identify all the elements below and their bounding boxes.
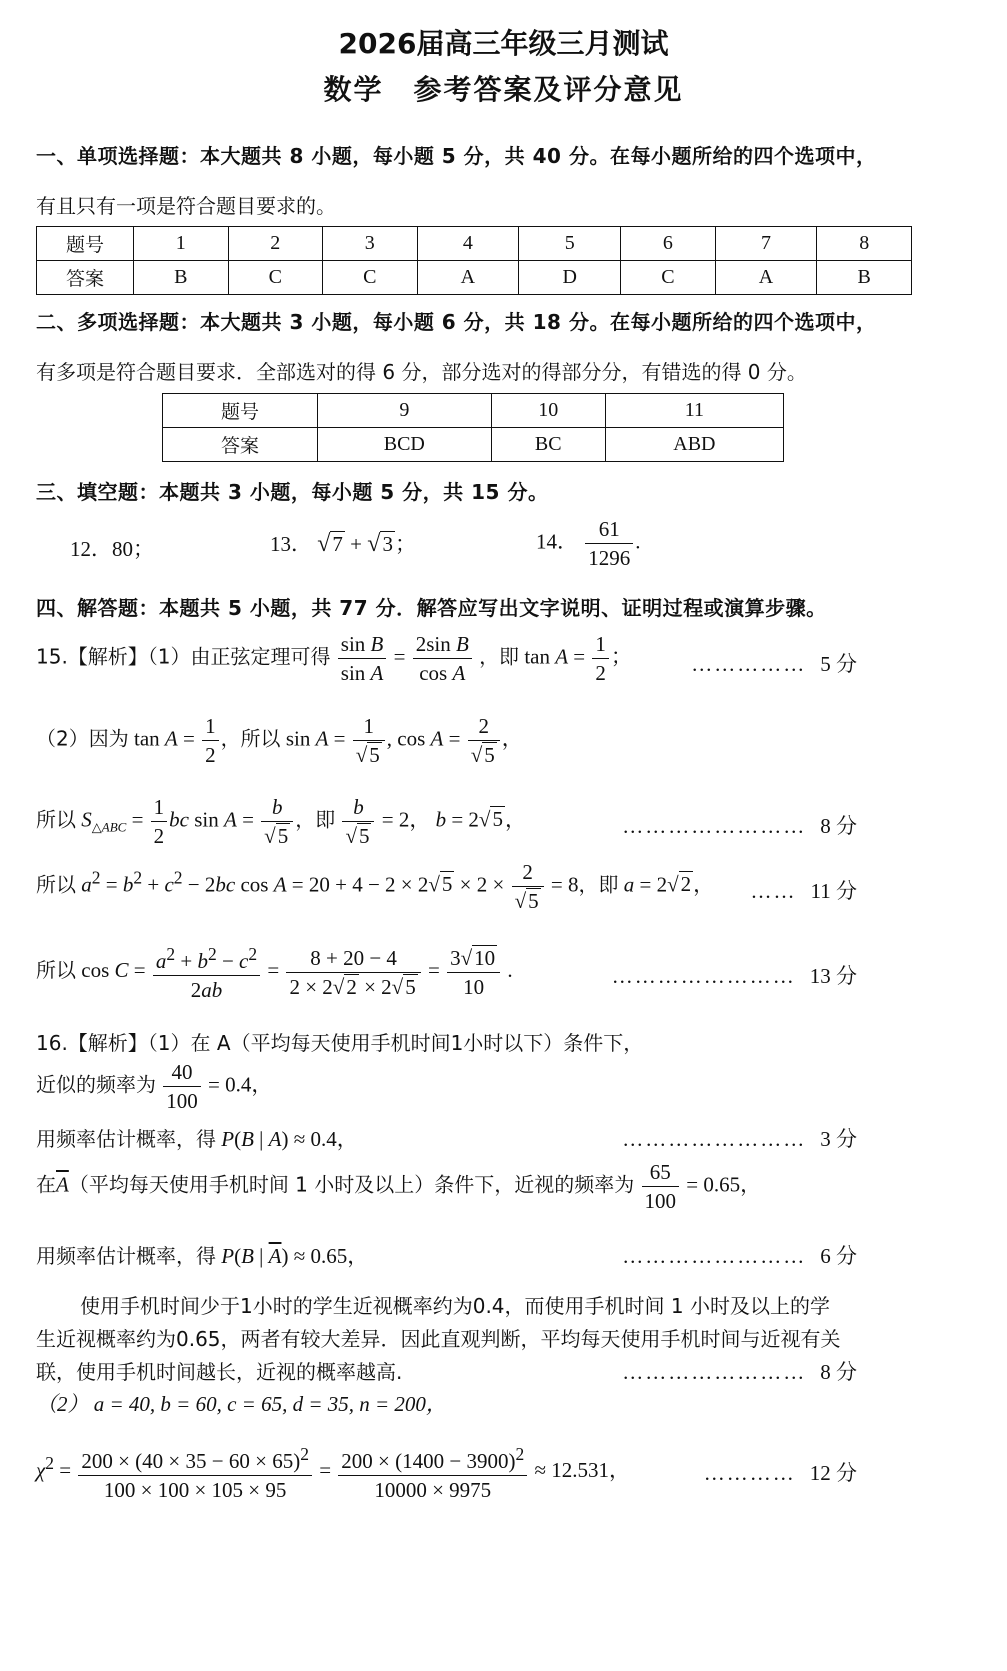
q15-score-1: …………… 5 分	[691, 652, 857, 676]
single-choice-answer-table	[36, 226, 912, 295]
q16-paragraph-line3: 联，使用手机时间越长，近视的概率越高.	[36, 1360, 403, 1384]
q13-number: 13．	[270, 532, 312, 556]
cell: B	[134, 261, 229, 295]
q15-line3: 所以 $S_{\triangle ABC}$ = $\frac{1}{2}$ bc sin A = $\frac{b}{√5}$ ，即 $\frac{b}{√5}$ = 2， b = 2√5，	[36, 795, 526, 848]
table-row	[163, 428, 784, 462]
cell: 3	[323, 227, 418, 261]
cell: C	[621, 261, 716, 295]
cell: 1	[134, 227, 229, 261]
cell: 11	[605, 394, 783, 428]
header-cell: 答案	[163, 428, 318, 462]
q15-l5-prefix: 所以	[36, 957, 76, 982]
sqrt-symbol: √	[317, 531, 331, 557]
q15-mid: ，即	[479, 644, 520, 669]
cell: 6	[621, 227, 716, 261]
q16-chi-square: $\chi^2$ = $\frac{200 \times (40 \times 35 - 60 \times 65)^2}{100 \times 100 \times 105 \times 95}$ = $\frac{200 \times (1400 - 3900)^2}{10000 \times 9975}$ ≈ 12.531，	[36, 1440, 630, 1504]
q16-line6: （2） a = 40, b = 60, c = 65, d = 35, n = 200，	[36, 1392, 447, 1416]
cell: 7	[715, 227, 817, 261]
q16-line1: 16.【解析】（1）在 A（平均每天使用手机时间1小时以下）条件下，	[36, 1031, 644, 1055]
section2-heading: 二、多项选择题：本大题共 3 小题，每小题 6 分，共 18 分。在每小题所给的四个选项中，	[36, 310, 877, 334]
cell: D	[519, 261, 621, 295]
header-cell: 答案	[37, 261, 134, 295]
answer-q14	[536, 515, 641, 572]
cell: 2	[228, 227, 323, 261]
q15-line4: 所以 $a^2 = b^2 + c^2 - 2bc$ cos A = 20 + 4 − 2 × 2√5 × 2 × $\frac{2}{√5}$ = 8，即 a = 2√2，	[36, 860, 715, 913]
cell: A	[715, 261, 817, 295]
sqrt-symbol: √	[367, 531, 381, 557]
q16-l4-prefix: 在	[36, 1172, 56, 1197]
cell: 4	[417, 227, 519, 261]
table-row	[163, 394, 784, 428]
cell: 5	[519, 227, 621, 261]
q16-line2: 近似的频率为 $\frac{40}{100}$ = 0.4，	[36, 1060, 273, 1113]
section1-heading-cont: 有且只有一项是符合题目要求的。	[36, 194, 336, 218]
cell: 9	[318, 394, 492, 428]
q16-line4: 在$\overline{A}$（平均每天使用手机时间 1 小时及以上）条件下，近视的频率为 $\frac{65}{100}$ = 0.65，	[36, 1160, 762, 1213]
cell: B	[817, 261, 912, 295]
q16-l5-prefix: 用频率估计概率，得	[36, 1244, 216, 1268]
q16-line5: 用频率估计概率，得 P(B | $\overline{A}) \approx 0.65$，	[36, 1244, 369, 1268]
q13-tail: ；	[394, 532, 416, 556]
answer-q13: 13． √7 + √3；	[270, 531, 416, 557]
multi-choice-answer-table	[162, 393, 784, 462]
header-cell: 题号	[163, 394, 318, 428]
q16-score-1: …………………… 3 分	[622, 1127, 857, 1151]
q15-l2-prefix: （2）因为	[36, 726, 129, 751]
q15-score-2: …………………… 8 分	[622, 814, 857, 838]
q15-l3-mid: ，即	[295, 807, 336, 832]
table-row	[37, 227, 912, 261]
header-cell: 题号	[37, 227, 134, 261]
q15-line5: 所以 cos C = $\frac{a^2 + b^2 - c^2}{2ab}$ = $\frac{8 + 20 - 4}{2 \times 2√2 \times 2√5}$ = $\frac{3√10}{10}$ .	[36, 940, 513, 1004]
cell: 10	[491, 394, 605, 428]
q15-l2-mid: ，所以	[220, 726, 281, 751]
q16-paragraph-line1: 使用手机时间少于1小时的学生近视概率约为0.4，而使用手机时间 1 小时及以上的学	[80, 1294, 830, 1318]
q14-number: 14．	[536, 529, 578, 554]
q15-l4-prefix: 所以	[36, 872, 76, 897]
section2-heading-cont: 有多项是符合题目要求．全部选对的得 6 分，部分选对的得部分分，有错选的得 0 分。	[36, 360, 807, 384]
q16-l2-prefix: 近似的频率为	[36, 1072, 156, 1097]
q14-numerator: 61	[585, 515, 633, 544]
cell: ABD	[605, 428, 783, 462]
q15-line1: 15.【解析】（1）由正弦定理可得 $\frac{\text{sin B}}{\text{sin A}}$ = $\frac{\text{2sin B}}{\text{cos A}}$ ，即 tan A = $\frac{1}{2}$ ；	[36, 632, 632, 685]
cell: A	[417, 261, 519, 295]
table-row	[37, 261, 912, 295]
q15-line2: （2）因为 tan A = $\frac{1}{2}$ ，所以 sin A = $\frac{1}{√5}$ , cos A = $\frac{2}{√5}$ ，	[36, 714, 523, 767]
q16-paragraph-line2: 生近视概率约为0.65，两者有较大差异．因此直观判断，平均每天使用手机时间与近视有关	[36, 1327, 841, 1351]
cell: 8	[817, 227, 912, 261]
q15-tail: ；	[610, 644, 632, 669]
q15-l3-prefix: 所以	[36, 807, 76, 832]
cell: C	[323, 261, 418, 295]
q15-l4-mid: ，即	[578, 872, 619, 897]
q15-score-4: …………………… 13 分	[611, 964, 857, 988]
cell: C	[228, 261, 323, 295]
page-subtitle: 数学 参考答案及评分意见	[323, 73, 684, 106]
answer-q12: 12．80；	[70, 537, 154, 561]
q16-score-4: ………… 12 分	[703, 1461, 857, 1485]
section4-heading: 四、解答题：本题共 5 小题，共 77 分．解答应写出文字说明、证明过程或演算步骤。	[36, 596, 827, 620]
q16-score-2: …………………… 6 分	[622, 1244, 857, 1268]
q15-intro: 15.【解析】（1）由正弦定理可得	[36, 644, 331, 669]
q16-line3: 用频率估计概率，得 P(B | A) ≈ 0.4，	[36, 1127, 358, 1151]
q15-score-3: …… 11 分	[750, 879, 857, 903]
q16-score-3: …………………… 8 分	[622, 1360, 857, 1384]
q16-l4-mid: （平均每天使用手机时间 1 小时及以上）条件下，近视的频率为	[68, 1172, 635, 1197]
page-title: 2026届高三年级三月测试	[338, 27, 669, 60]
q14-denominator: 1296	[588, 546, 631, 570]
section1-heading: 一、单项选择题：本大题共 8 小题，每小题 5 分，共 40 分。在每小题所给的四个选项中，	[36, 144, 877, 168]
cell: BCD	[318, 428, 492, 462]
cell: BC	[491, 428, 605, 462]
q16-l3-prefix: 用频率估计概率，得	[36, 1127, 216, 1151]
q14-tail: .	[635, 529, 641, 554]
section3-heading: 三、填空题：本题共 3 小题，每小题 5 分，共 15 分。	[36, 480, 549, 504]
